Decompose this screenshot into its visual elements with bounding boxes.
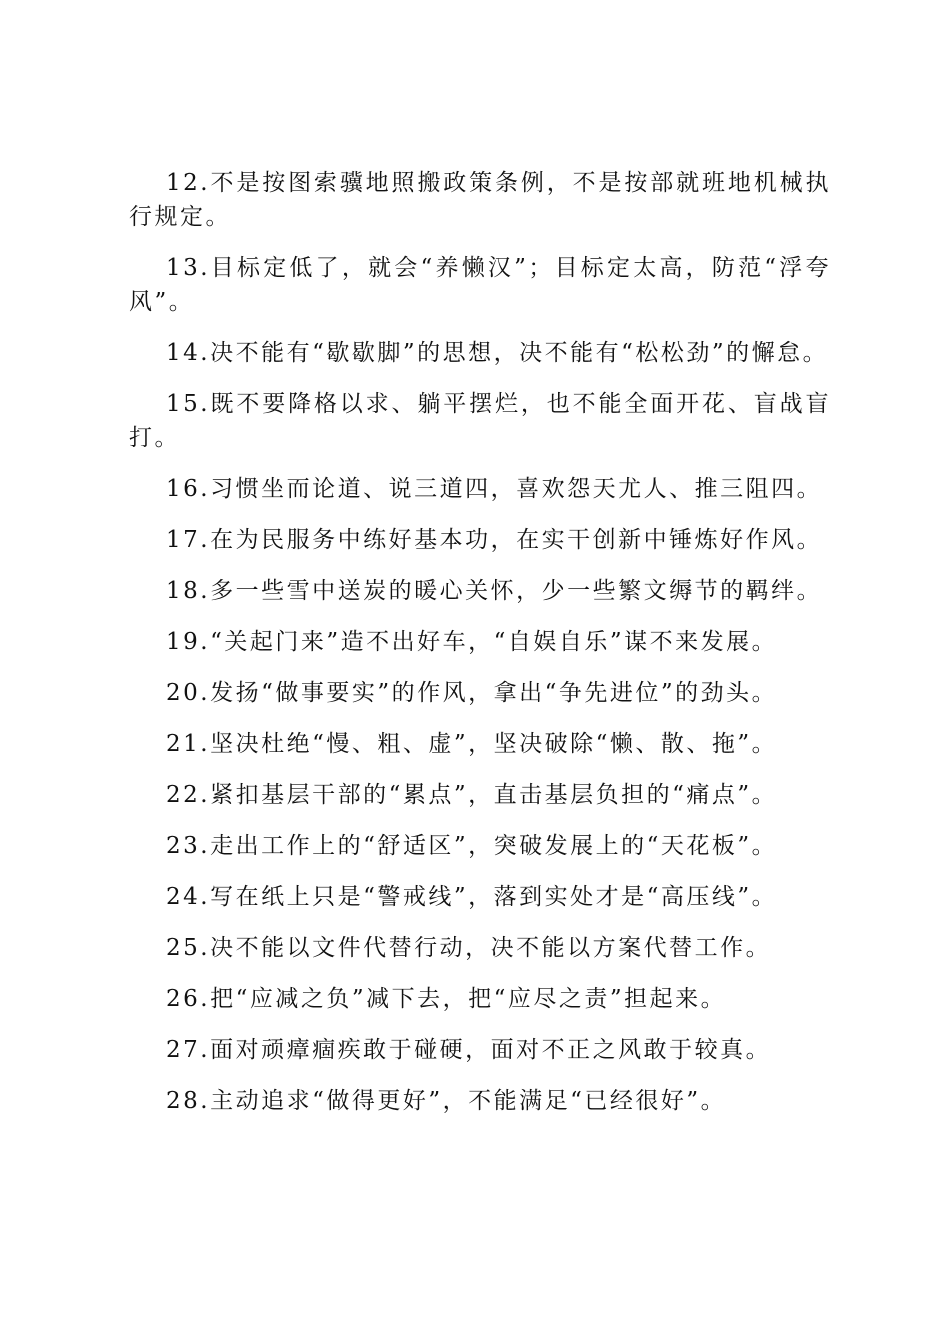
list-item-27: 27.面对顽瘴痼疾敢于碰硬，面对不正之风敢于较真。 — [166, 1037, 772, 1063]
list-item-14: 14.决不能有“歇歇脚”的思想，决不能有“松松劲”的懈怠。 — [166, 340, 829, 366]
list-item-23: 23.走出工作上的“舒适区”，突破发展上的“天花板”。 — [166, 833, 778, 859]
list-item-18: 18.多一些雪中送炭的暖心关怀，少一些繁文缛节的羁绊。 — [166, 578, 823, 604]
list-item-24: 24.写在纸上只是“警戒线”，落到实处才是“高压线”。 — [166, 884, 778, 910]
list-item-26: 26.把“应减之负”减下去，把“应尽之责”担起来。 — [166, 986, 727, 1012]
list-item-28: 28.主动追求“做得更好”，不能满足“已经很好”。 — [166, 1088, 727, 1114]
list-item-16: 16.习惯坐而论道、说三道四，喜欢怨天尤人、推三阻四。 — [166, 476, 823, 502]
list-item-20: 20.发扬“做事要实”的作风，拿出“争先进位”的劲头。 — [166, 680, 778, 706]
document-body — [129, 166, 831, 1135]
list-item-25: 25.决不能以文件代替行动，决不能以方案代替工作。 — [166, 935, 772, 961]
list-item-12: 12.不是按图索骥地照搬政策条例，不是按部就班地机械执行规定。 — [129, 170, 831, 230]
list-item-19: 19.“关起门来”造不出好车，“自娱自乐”谋不来发展。 — [166, 629, 778, 655]
list-item-13: 13.目标定低了，就会“养懒汉”；目标定太高，防范“浮夸风”。 — [129, 255, 831, 315]
list-item-21: 21.坚决杜绝“慢、粗、虚”，坚决破除“懒、散、拖”。 — [166, 731, 778, 757]
list-item-22: 22.紧扣基层干部的“累点”，直击基层负担的“痛点”。 — [166, 782, 778, 808]
list-item-15: 15.既不要降格以求、躺平摆烂，也不能全面开花、盲战盲打。 — [129, 391, 831, 451]
list-item-17: 17.在为民服务中练好基本功，在实干创新中锤炼好作风。 — [166, 527, 823, 553]
